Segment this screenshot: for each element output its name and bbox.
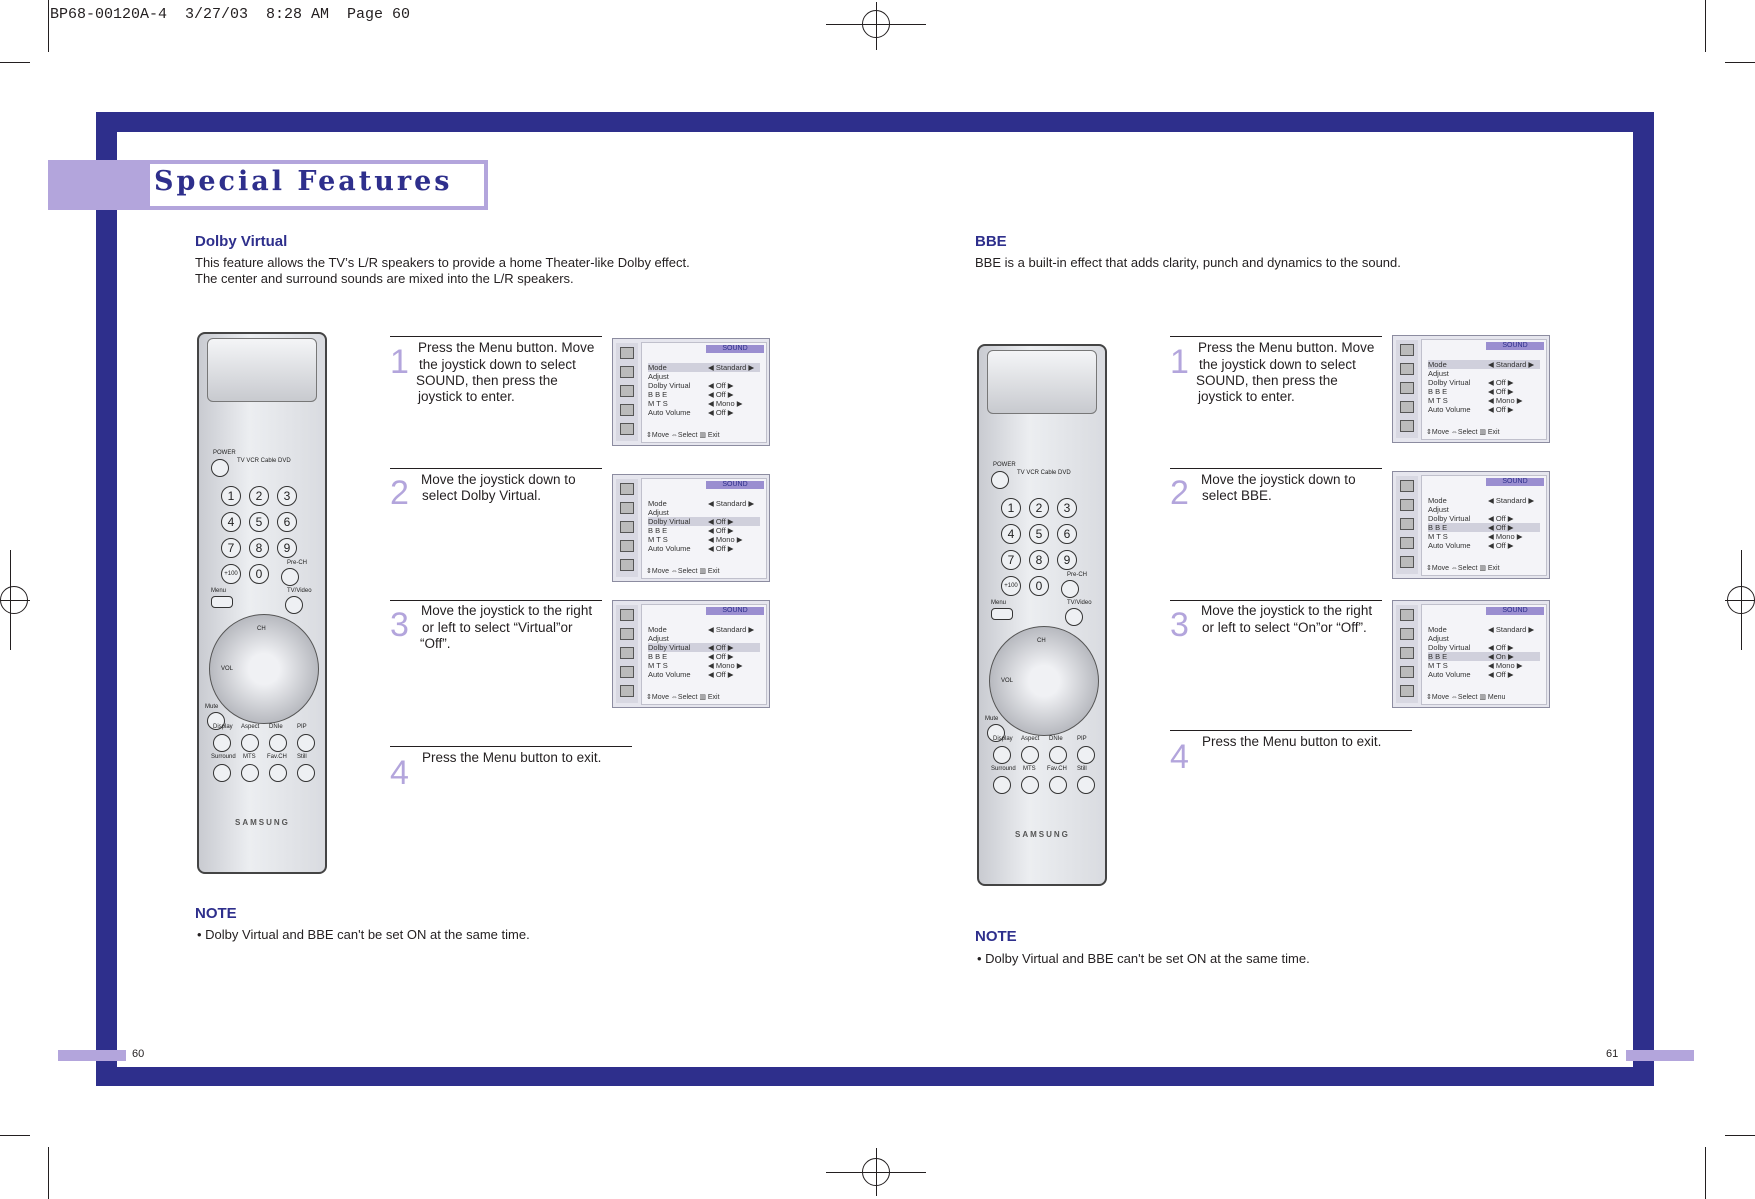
osd-auto-volume-row: Auto Volume ◀ Off ▶ xyxy=(648,408,734,417)
osd-mts-row: M T S ◀ Mono ▶ xyxy=(648,399,743,408)
osd-mts-row: M T S ◀ Mono ▶ xyxy=(1428,532,1523,541)
osd-footer: ⇕Move ⇔Select ▥ Exit xyxy=(646,568,720,575)
digit-6-button: 6 xyxy=(1057,524,1077,544)
osd-sound-menu-3 xyxy=(1392,600,1550,708)
step-3-line-1: Move the joystick to the right xyxy=(421,603,593,618)
osd-mode-row: Mode ◀ Standard ▶ xyxy=(1428,360,1540,369)
osd-mts-row: M T S ◀ Mono ▶ xyxy=(648,661,743,670)
right-note-text: • Dolby Virtual and BBE can't be set ON at the same time. xyxy=(977,951,1310,966)
remote-power-label: POWER xyxy=(993,462,1016,468)
fav-ch-button xyxy=(1049,776,1067,794)
osd-sidebar xyxy=(616,605,638,703)
display-button xyxy=(993,746,1011,764)
osd-dolby-row: Dolby Virtual ◀ Off ▶ xyxy=(1428,514,1514,523)
osd-dolby-row: Dolby Virtual ◀ Off ▶ xyxy=(648,517,760,526)
step-2-rule xyxy=(1170,468,1382,469)
digit-4-button: 4 xyxy=(1001,524,1021,544)
fav-ch-button xyxy=(269,764,287,782)
surround-label: Surround xyxy=(991,766,1016,772)
digit-2-button: 2 xyxy=(1029,498,1049,518)
osd-panel xyxy=(1421,475,1547,576)
ch-label: CH xyxy=(257,626,266,632)
osd-bbe-row: B B E ◀ Off ▶ xyxy=(648,390,734,399)
step-1-number: 1 xyxy=(390,343,409,381)
still-label: Still xyxy=(297,754,307,760)
crop-mark xyxy=(48,1147,49,1199)
tv-video-label: TV/Video xyxy=(1067,600,1092,606)
pip-button xyxy=(297,734,315,752)
menu-label: Menu xyxy=(991,600,1007,606)
step-1-line-3: SOUND, then press the xyxy=(1196,373,1338,388)
osd-mode-row: Mode ◀ Standard ▶ xyxy=(648,363,760,372)
step-1-line-4: joystick to enter. xyxy=(418,389,515,404)
registration-line xyxy=(1741,550,1742,650)
remote-sources-label: TV VCR Cable DVD xyxy=(237,458,291,464)
digit-9-button: 9 xyxy=(1057,550,1077,570)
surround-button xyxy=(993,776,1011,794)
remote-top-cover xyxy=(207,338,317,402)
dnie-button xyxy=(269,734,287,752)
right-note-heading: NOTE xyxy=(975,928,1017,945)
mts-label: MTS xyxy=(243,754,256,760)
display-label: Display xyxy=(213,724,233,730)
plus-100-button: +100 xyxy=(221,564,241,584)
mts-button xyxy=(1021,776,1039,794)
osd-panel xyxy=(641,604,767,705)
step-1-line-3: SOUND, then press the xyxy=(416,373,558,388)
menu-button-icon xyxy=(991,608,1013,620)
osd-title: SOUND xyxy=(1486,342,1544,350)
osd-footer: ⇕Move ⇔Select ▥ Menu xyxy=(1426,694,1506,701)
plus-100-button: +100 xyxy=(1001,576,1021,596)
aspect-button xyxy=(241,734,259,752)
step-3-line-2: or left to select “On”or “Off”. xyxy=(1202,620,1367,635)
crop-mark xyxy=(1725,1135,1755,1136)
vol-label: VOL xyxy=(1001,678,1014,684)
pip-label: PIP xyxy=(297,724,307,730)
digit-3-button: 3 xyxy=(277,486,297,506)
pip-button xyxy=(1077,746,1095,764)
crop-mark xyxy=(1705,1147,1706,1199)
osd-mts-row: M T S ◀ Mono ▶ xyxy=(1428,661,1523,670)
right-page-tab xyxy=(1626,1050,1694,1061)
osd-adjust-row: Adjust xyxy=(648,634,669,643)
osd-dolby-row: Dolby Virtual ◀ Off ▶ xyxy=(1428,643,1514,652)
tv-video-label: TV/Video xyxy=(287,588,312,594)
step-2-line-1: Move the joystick down to xyxy=(421,472,576,487)
registration-line xyxy=(1725,600,1755,601)
crop-mark xyxy=(48,0,49,52)
dolby-virtual-heading: Dolby Virtual xyxy=(195,233,288,250)
osd-sidebar xyxy=(616,343,638,441)
crop-mark xyxy=(1705,0,1706,52)
osd-adjust-row: Adjust xyxy=(1428,505,1449,514)
step-3-rule xyxy=(1170,600,1382,601)
digit-0-button: 0 xyxy=(1029,576,1049,596)
registration-line xyxy=(876,2,877,50)
remote-control-image xyxy=(977,344,1107,886)
digit-9-button: 9 xyxy=(277,538,297,558)
osd-mode-row: Mode ◀ Standard ▶ xyxy=(1428,496,1535,505)
step-2-rule xyxy=(390,468,602,469)
crop-mark xyxy=(0,62,30,63)
pre-ch-button xyxy=(281,568,299,586)
digit-7-button: 7 xyxy=(221,538,241,558)
osd-adjust-row: Adjust xyxy=(648,508,669,517)
digit-5-button: 5 xyxy=(249,512,269,532)
aspect-label: Aspect xyxy=(1021,736,1040,742)
step-3-number: 3 xyxy=(390,606,409,644)
digit-7-button: 7 xyxy=(1001,550,1021,570)
osd-sound-menu-2 xyxy=(612,474,770,582)
osd-mode-row: Mode ◀ Standard ▶ xyxy=(1428,625,1535,634)
osd-footer: ⇕Move ⇔Select ▥ Exit xyxy=(646,694,720,701)
surround-button xyxy=(213,764,231,782)
osd-sound-menu-1 xyxy=(612,338,770,446)
step-4-line-1: Press the Menu button to exit. xyxy=(422,750,602,765)
pre-ch-label: Pre-CH xyxy=(287,560,308,566)
power-button-icon xyxy=(211,459,229,477)
mts-label: MTS xyxy=(1023,766,1036,772)
surround-label: Surround xyxy=(211,754,236,760)
osd-auto-volume-row: Auto Volume ◀ Off ▶ xyxy=(1428,405,1514,414)
osd-mts-row: M T S ◀ Mono ▶ xyxy=(648,535,743,544)
tv-video-button xyxy=(1065,608,1083,626)
step-1-rule xyxy=(390,336,602,337)
bbe-heading: BBE xyxy=(975,233,1007,250)
still-button xyxy=(1077,776,1095,794)
osd-title: SOUND xyxy=(706,481,764,489)
digit-8-button: 8 xyxy=(1029,550,1049,570)
osd-bbe-row: B B E ◀ Off ▶ xyxy=(648,652,734,661)
step-2-number: 2 xyxy=(390,474,409,512)
osd-title: SOUND xyxy=(1486,478,1544,486)
print-header: BP68-00120A-4 3/27/03 8:28 AM Page 60 xyxy=(50,6,411,23)
samsung-logo: SAMSUNG xyxy=(1015,830,1070,839)
step-2-line-2: select BBE. xyxy=(1202,488,1272,503)
step-1-line-1: Press the Menu button. Move xyxy=(1198,340,1375,355)
vol-label: VOL xyxy=(221,666,234,672)
pre-ch-button xyxy=(1061,580,1079,598)
step-4-line-1: Press the Menu button to exit. xyxy=(1202,734,1382,749)
samsung-logo: SAMSUNG xyxy=(235,818,290,827)
display-button xyxy=(213,734,231,752)
osd-auto-volume-row: Auto Volume ◀ Off ▶ xyxy=(1428,670,1514,679)
osd-dolby-row: Dolby Virtual ◀ Off ▶ xyxy=(648,381,734,390)
digit-5-button: 5 xyxy=(1029,524,1049,544)
osd-panel xyxy=(1421,339,1547,440)
step-4-rule xyxy=(390,746,632,747)
step-4-rule xyxy=(1170,730,1412,731)
step-2-line-1: Move the joystick down to xyxy=(1201,472,1356,487)
mute-label: Mute xyxy=(985,716,999,722)
step-3-number: 3 xyxy=(1170,606,1189,644)
osd-adjust-row: Adjust xyxy=(1428,369,1449,378)
osd-bbe-row: B B E ◀ Off ▶ xyxy=(648,526,734,535)
osd-bbe-row: B B E ◀ Off ▶ xyxy=(1428,387,1514,396)
osd-bbe-row: B B E ◀ On ▶ xyxy=(1428,652,1540,661)
osd-title: SOUND xyxy=(706,607,764,615)
still-button xyxy=(297,764,315,782)
osd-adjust-row: Adjust xyxy=(648,372,669,381)
still-label: Still xyxy=(1077,766,1087,772)
step-2-line-2: select Dolby Virtual. xyxy=(422,488,542,503)
osd-dolby-row: Dolby Virtual ◀ Off ▶ xyxy=(648,643,760,652)
aspect-button xyxy=(1021,746,1039,764)
registration-line xyxy=(876,1148,877,1196)
dnie-button xyxy=(1049,746,1067,764)
pip-label: PIP xyxy=(1077,736,1087,742)
digit-1-button: 1 xyxy=(221,486,241,506)
osd-footer: ⇕Move ⇔Select ▥ Exit xyxy=(1426,565,1500,572)
fav-ch-label: Fav.CH xyxy=(1047,766,1067,772)
registration-line xyxy=(0,600,30,601)
osd-mode-row: Mode ◀ Standard ▶ xyxy=(648,499,755,508)
osd-auto-volume-row: Auto Volume ◀ Off ▶ xyxy=(648,670,734,679)
menu-label: Menu xyxy=(211,588,227,594)
osd-footer: ⇕Move ⇔Select ▥ Exit xyxy=(1426,429,1500,436)
step-3-line-3: “Off”. xyxy=(420,636,451,651)
osd-panel xyxy=(1421,604,1547,705)
dolby-intro-line-2: The center and surround sounds are mixed into the L/R speakers. xyxy=(195,271,574,286)
aspect-label: Aspect xyxy=(241,724,260,730)
power-button-icon xyxy=(991,471,1009,489)
digit-2-button: 2 xyxy=(249,486,269,506)
osd-mts-row: M T S ◀ Mono ▶ xyxy=(1428,396,1523,405)
digit-4-button: 4 xyxy=(221,512,241,532)
left-note-text: • Dolby Virtual and BBE can't be set ON at the same time. xyxy=(197,927,530,942)
ch-label: CH xyxy=(1037,638,1046,644)
step-2-number: 2 xyxy=(1170,474,1189,512)
dolby-intro-line-1: This feature allows the TV’s L/R speakers to provide a home Theater-like Dolby effect. xyxy=(195,255,690,270)
osd-sidebar xyxy=(1396,476,1418,574)
osd-sidebar xyxy=(616,479,638,577)
crop-mark xyxy=(1725,62,1755,63)
step-3-line-1: Move the joystick to the right xyxy=(1201,603,1373,618)
right-page-number: 61 xyxy=(1606,1048,1619,1060)
page-title: Special Features xyxy=(154,166,453,197)
tv-video-button xyxy=(285,596,303,614)
mute-label: Mute xyxy=(205,704,219,710)
step-1-number: 1 xyxy=(1170,343,1189,381)
step-1-line-2: the joystick down to select xyxy=(419,357,576,372)
osd-panel xyxy=(641,478,767,579)
digit-1-button: 1 xyxy=(1001,498,1021,518)
osd-adjust-row: Adjust xyxy=(1428,634,1449,643)
registration-line xyxy=(10,550,11,650)
osd-sound-menu-1 xyxy=(1392,335,1550,443)
step-4-number: 4 xyxy=(1170,738,1189,776)
osd-sidebar xyxy=(1396,340,1418,438)
step-1-line-2: the joystick down to select xyxy=(1199,357,1356,372)
remote-power-label: POWER xyxy=(213,450,236,456)
osd-mode-row: Mode ◀ Standard ▶ xyxy=(648,625,755,634)
digit-8-button: 8 xyxy=(249,538,269,558)
left-page-number: 60 xyxy=(132,1048,145,1060)
osd-sound-menu-3 xyxy=(612,600,770,708)
osd-footer: ⇕Move ⇔Select ▥ Exit xyxy=(646,432,720,439)
digit-6-button: 6 xyxy=(277,512,297,532)
osd-bbe-row: B B E ◀ Off ▶ xyxy=(1428,523,1540,532)
osd-auto-volume-row: Auto Volume ◀ Off ▶ xyxy=(1428,541,1514,550)
left-note-heading: NOTE xyxy=(195,905,237,922)
step-3-rule xyxy=(390,600,602,601)
osd-title: SOUND xyxy=(706,345,764,353)
remote-sources-label: TV VCR Cable DVD xyxy=(1017,470,1071,476)
left-page-tab xyxy=(58,1050,126,1061)
step-4-number: 4 xyxy=(390,754,409,792)
dnie-label: DNIe xyxy=(269,724,283,730)
osd-sound-menu-2 xyxy=(1392,471,1550,579)
digit-3-button: 3 xyxy=(1057,498,1077,518)
osd-title: SOUND xyxy=(1486,607,1544,615)
fav-ch-label: Fav.CH xyxy=(267,754,287,760)
menu-button-icon xyxy=(211,596,233,608)
remote-control-image xyxy=(197,332,327,874)
dnie-label: DNIe xyxy=(1049,736,1063,742)
step-1-rule xyxy=(1170,336,1382,337)
step-1-line-1: Press the Menu button. Move xyxy=(418,340,595,355)
pre-ch-label: Pre-CH xyxy=(1067,572,1088,578)
step-1-line-4: joystick to enter. xyxy=(1198,389,1295,404)
osd-sidebar xyxy=(1396,605,1418,703)
step-3-line-2: or left to select “Virtual”or xyxy=(422,620,573,635)
mts-button xyxy=(241,764,259,782)
display-label: Display xyxy=(993,736,1013,742)
remote-top-cover xyxy=(987,350,1097,414)
osd-dolby-row: Dolby Virtual ◀ Off ▶ xyxy=(1428,378,1514,387)
osd-auto-volume-row: Auto Volume ◀ Off ▶ xyxy=(648,544,734,553)
osd-panel xyxy=(641,342,767,443)
digit-0-button: 0 xyxy=(249,564,269,584)
crop-mark xyxy=(0,1135,30,1136)
bbe-intro-line-1: BBE is a built-in effect that adds clarity, punch and dynamics to the sound. xyxy=(975,255,1401,270)
